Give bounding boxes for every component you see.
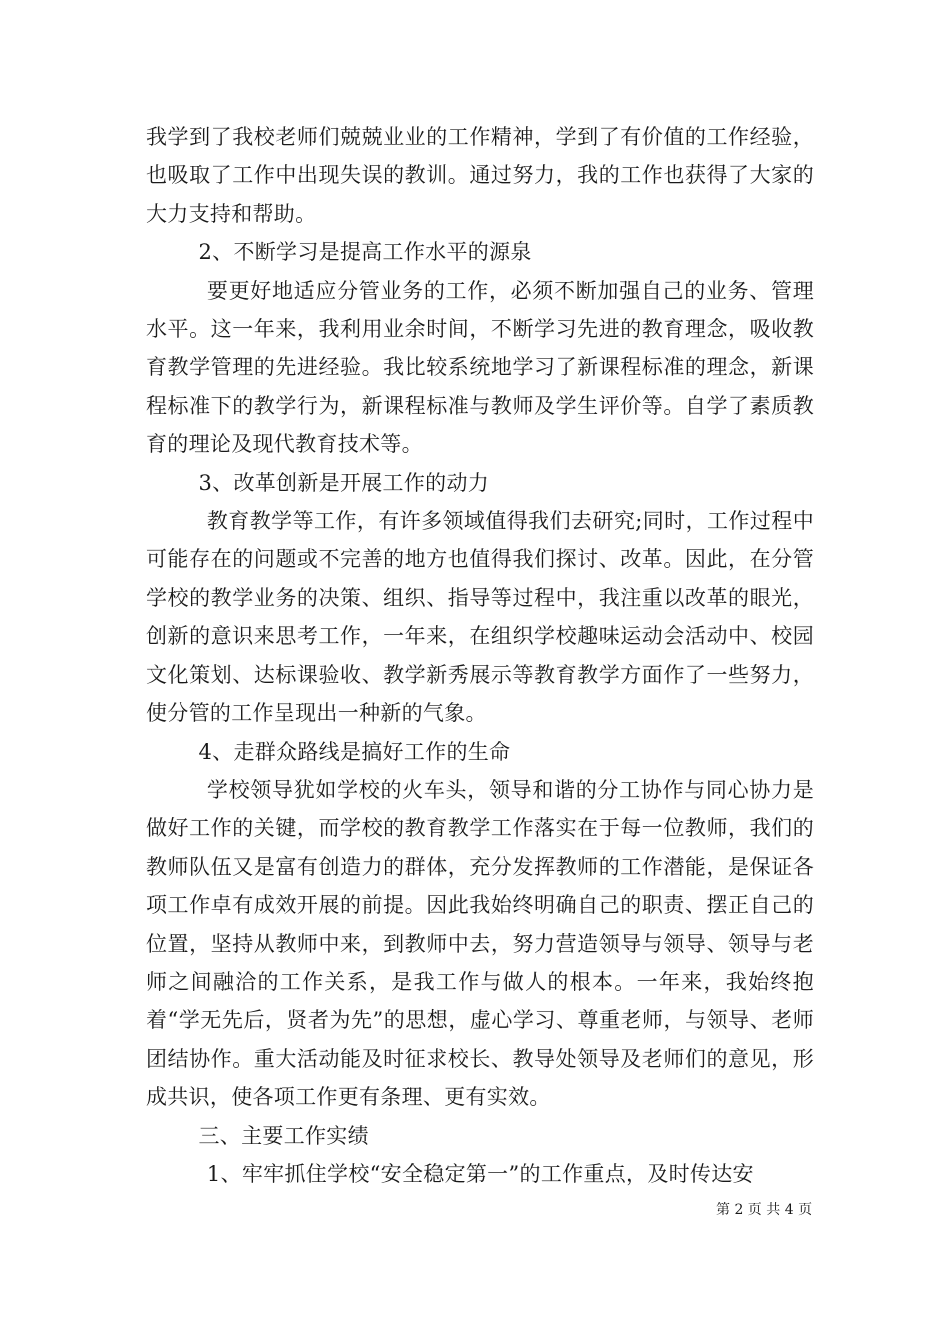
paragraph-mass-line: 学校领导犹如学校的火车头，领导和谐的分工协作与同心协力是做好工作的关键，而学校的教育教学工作落实在于每一位教师，我们的教师队伍又是富有创造力的群体，充分发挥教师的工作潜能，是保证各项工作卓有成效开展的前提。因此我始终明确自己的职责、摆正自己的位置，坚持从教师中来，到教师中去，努力营造领导与领导、领导与老师之间融洽的工作关系，是我工作与做人的根本。一年来，我始终抱着“学无先后，贤者为先”的思想，虚心学习、尊重老师，与领导、老师团结协作。重大活动能及时征求校长、教导处领导及老师们的意见，形成共识，使各项工作更有条理、更有实效。 [146,777,814,1110]
page-number-footer: 第 2 页 共 4 页 [716,1202,813,1218]
section-heading-4: 4、走群众路线是搞好工作的生命 [198,739,511,764]
section-heading-2: 2、不断学习是提高工作水平的源泉 [198,240,532,265]
paragraph-learning: 要更好地适应分管业务的工作，必须不断加强自己的业务、管理水平。这一年来，我利用业余时间，不断学习先进的教育理念，吸收教育教学管理的先进经验。我比较系统地学习了新课程标准的理念，新课程标准下的教学行为，新课程标准与教师及学生评价等。自学了素质教育的理论及现代教育技术等。 [146,278,814,457]
paragraph-safety: 1、牢牢抓住学校“安全稳定第一”的工作重点，及时传达安 [206,1161,754,1186]
section-heading-3: 3、改革创新是开展工作的动力 [198,470,490,495]
body-text [146,118,814,1193]
chapter-heading-achievements: 三、主要工作实绩 [198,1123,369,1148]
paragraph-continued: 我学到了我校老师们兢兢业业的工作精神，学到了有价值的工作经验，也吸取了工作中出现失误的教训。通过努力，我的工作也获得了大家的大力支持和帮助。 [146,125,814,226]
paragraph-innovation: 教育教学等工作，有许多领域值得我们去研究;同时，工作过程中可能存在的问题或不完善的地方也值得我们探讨、改革。因此，在分管学校的教学业务的决策、组织、指导等过程中，我注重以改革的眼光，创新的意识来思考工作，一年来，在组织学校趣味运动会活动中、校园文化策划、达标课验收、教学新秀展示等教育教学方面作了一些努力，使分管的工作呈现出一种新的气象。 [146,509,814,726]
